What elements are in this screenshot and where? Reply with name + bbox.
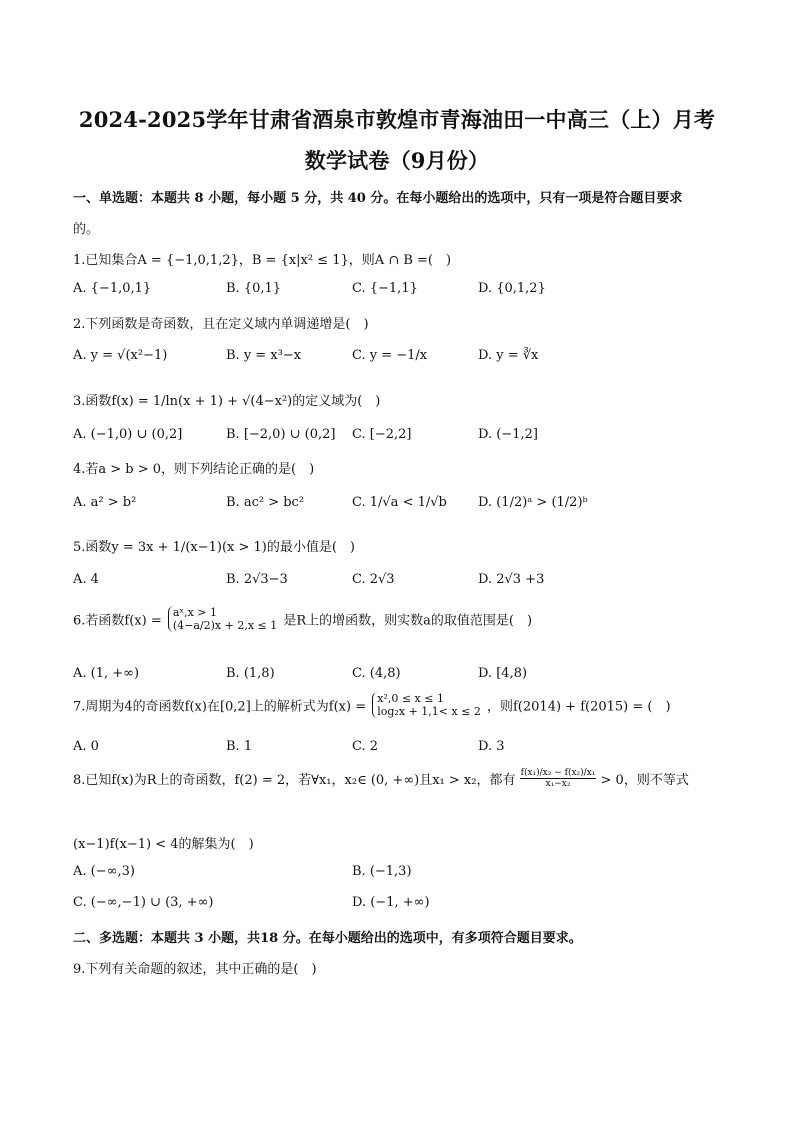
- q6-suffix: 是R上的增函数，则实数a的取值范围是( ): [283, 613, 533, 629]
- q6-option-b: B. (1,8): [226, 666, 275, 681]
- q8-fraction: [520, 768, 597, 789]
- q8-option-d: D. (−1, +∞): [352, 895, 430, 910]
- q7-case-2: log₂x + 1,1< x ≤ 2: [377, 705, 481, 718]
- q7-option-b: B. 1: [226, 739, 253, 754]
- q3-option-c: C. [−2,2]: [352, 427, 412, 442]
- q8-option-c: C. (−∞,−1) ∪ (3, +∞): [73, 895, 214, 910]
- question-5: 5.函数y = 3x + 1/(x−1)(x > 1)的最小值是( ): [73, 540, 356, 555]
- q4-option-a: A. a² > b²: [73, 495, 137, 510]
- q6-option-a: A. (1, +∞): [73, 666, 140, 681]
- question-2: 2.下列函数是奇函数，且在定义域内单调递增是( ): [73, 317, 369, 332]
- q6-case-1: aˣ,x > 1: [172, 606, 217, 619]
- q1-option-a: A. {−1,0,1}: [73, 281, 152, 296]
- q5-option-b: B. 2√3−3: [226, 572, 288, 587]
- q8-option-a: A. (−∞,3): [73, 864, 135, 879]
- q8-option-b: B. (−1,3): [352, 864, 412, 879]
- q7-piecewise: [372, 692, 481, 718]
- question-9: 9.下列有关命题的叙述，其中正确的是( ): [73, 962, 317, 977]
- question-8-line2: (x−1)f(x−1) < 4的解集为( ): [73, 837, 254, 852]
- q1-option-c: C. {−1,1}: [352, 281, 418, 296]
- q3-option-a: A. (−1,0) ∪ (0,2]: [73, 427, 183, 442]
- q7-option-a: A. 0: [73, 739, 99, 754]
- question-3: 3.函数f(x) = 1/ln(x + 1) + √(4−x²)的定义域为( ): [73, 394, 381, 409]
- question-1: 1.已知集合A = {−1,0,1,2}，B = {x|x² ≤ 1}，则A ∩ B =( ): [73, 253, 452, 268]
- q6-piecewise: [168, 606, 277, 632]
- q1-option-d: D. {0,1,2}: [478, 281, 546, 296]
- q5-option-d: D. 2√3 +3: [478, 572, 545, 587]
- q6-option-d: D. [4,8): [478, 666, 528, 681]
- q8-fraction-numerator: f(x₁)/x₂ − f(x₂)/x₁: [520, 768, 596, 778]
- q6-case-2: (4−a/2)x + 2,x ≤ 1: [172, 619, 278, 632]
- q6-option-c: C. (4,8): [352, 666, 401, 681]
- q3-option-d: D. (−1,2]: [478, 427, 538, 442]
- q7-prefix: 7.周期为4的奇函数f(x)在[0,2]上的解析式为f(x) =: [73, 699, 367, 715]
- section1-heading: 一、单选题：本题共 8 小题，每小题 5 分，共 40 分。在每小题给出的选项中，只有一项是符合题目要求: [73, 191, 683, 206]
- q7-option-c: C. 2: [352, 739, 379, 754]
- q6-prefix: 6.若函数f(x) =: [73, 613, 162, 629]
- section2-heading: 二、多选题：本题共 3 小题，共18 分。在每小题给出的选项中，有多项符合题目要求。: [73, 931, 582, 946]
- q8-fraction-denominator: x₁−x₂: [545, 779, 571, 789]
- q7-suffix: ，则f(2014) + f(2015) = ( ): [487, 699, 671, 715]
- exam-title-line1: 2024-2025学年甘肃省酒泉市敦煌市青海油田一中高三（上）月考: [78, 107, 716, 132]
- q2-option-d: D. y = ∛x: [478, 348, 539, 363]
- q2-option-b: B. y = x³−x: [226, 348, 302, 363]
- question-7: [73, 692, 671, 718]
- question-4: 4.若a > b > 0，则下列结论正确的是( ): [73, 462, 315, 477]
- q2-option-c: C. y = −1/x: [352, 348, 428, 363]
- q7-option-d: D. 3: [478, 739, 505, 754]
- q5-option-c: C. 2√3: [352, 572, 395, 587]
- q8-prefix: 8.已知f(x)为R上的奇函数，f(2) = 2，若∀x₁，x₂∈ (0, +∞)且x₁ > x₂，都有: [73, 773, 516, 788]
- q3-option-b: B. [−2,0) ∪ (0,2]: [226, 427, 336, 442]
- q4-option-c: C. 1/√a < 1/√b: [352, 495, 447, 510]
- section1-heading-tail: 的。: [73, 222, 100, 237]
- question-6: [73, 606, 532, 632]
- q4-option-d: D. (1/2)ᵃ > (1/2)ᵇ: [478, 495, 588, 510]
- q4-option-b: B. ac² > bc²: [226, 495, 305, 510]
- q8-suffix: > 0，则不等式: [600, 773, 689, 788]
- q1-option-b: B. {0,1}: [226, 281, 282, 296]
- q5-option-a: A. 4: [73, 572, 99, 587]
- question-8: [73, 768, 689, 789]
- q2-option-a: A. y = √(x²−1): [73, 348, 168, 363]
- exam-title-line2: 数学试卷（9月份）: [304, 148, 490, 173]
- q7-case-1: x²,0 ≤ x ≤ 1: [377, 692, 444, 705]
